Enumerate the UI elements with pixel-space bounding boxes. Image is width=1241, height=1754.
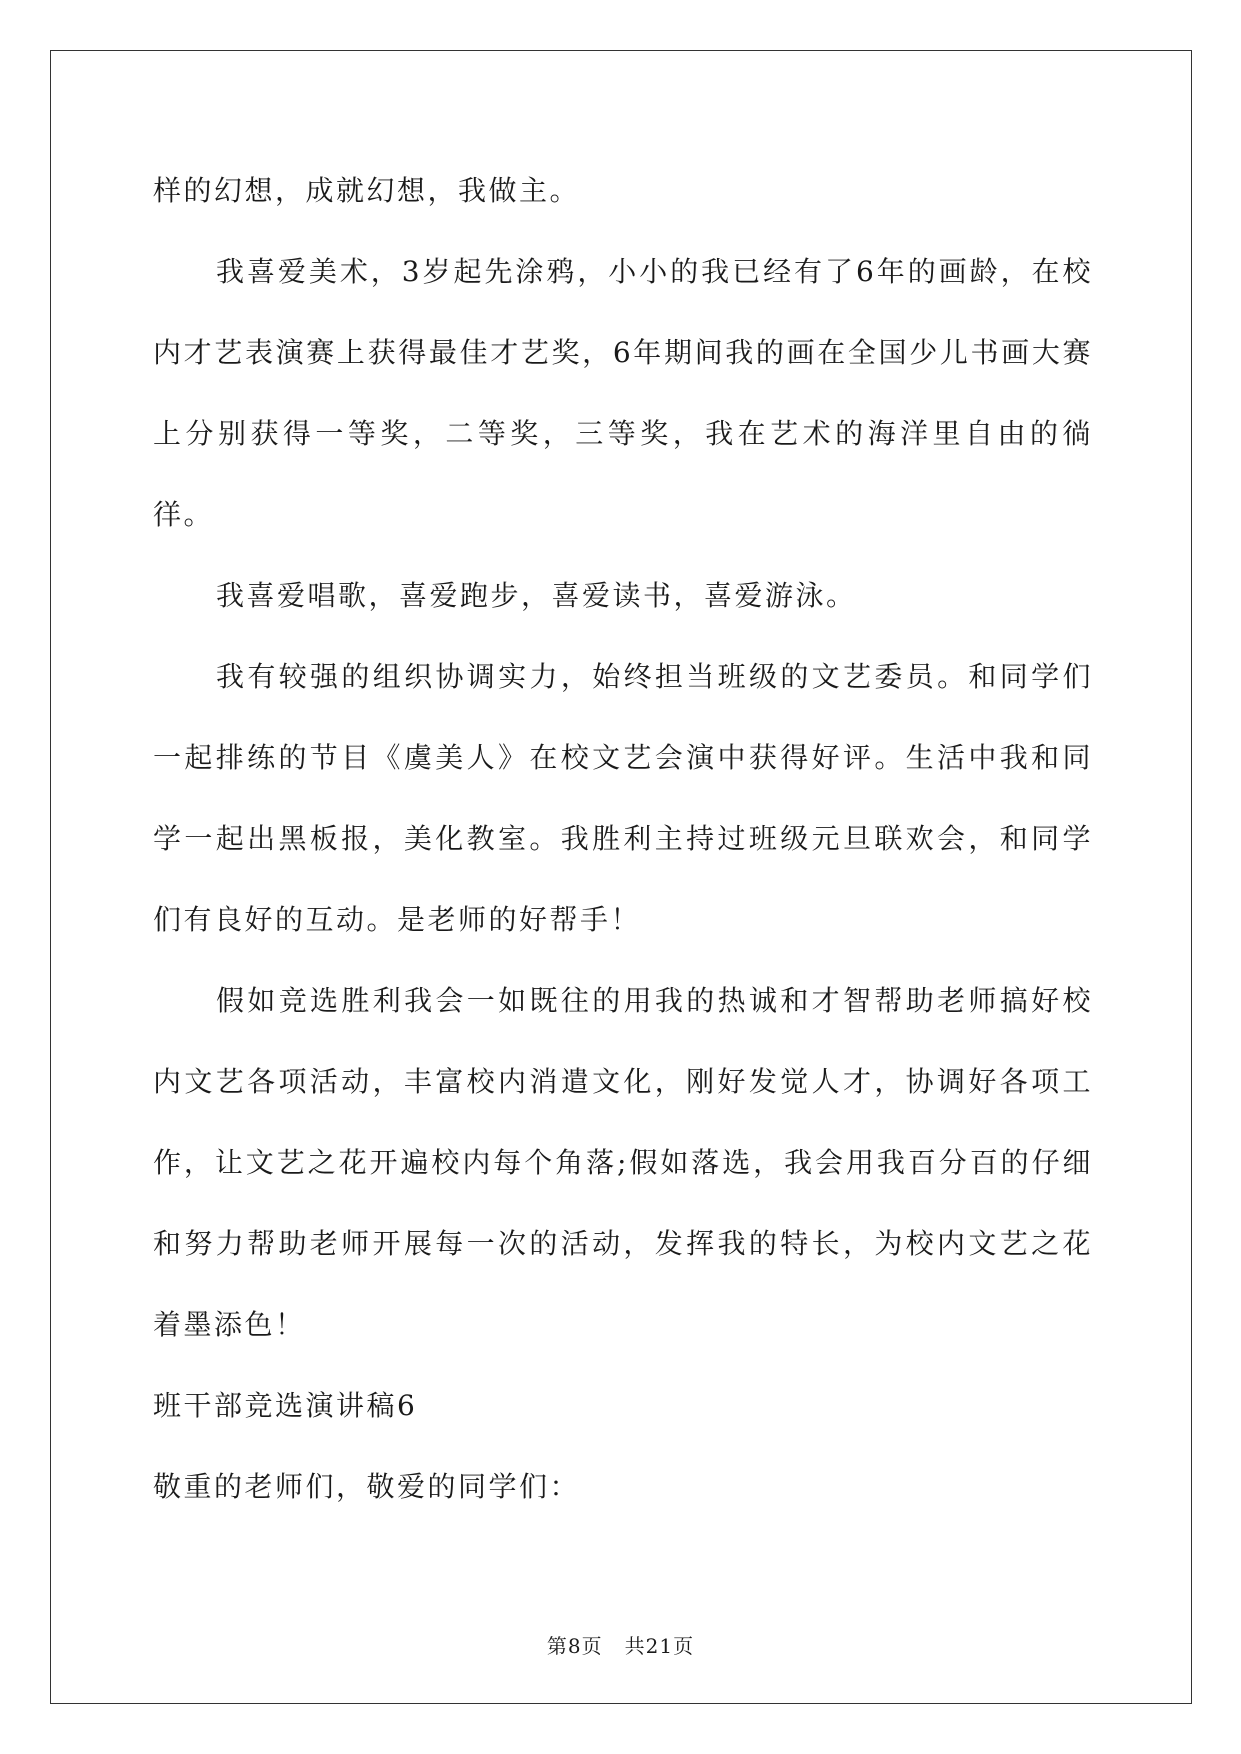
paragraph-hobbies: 我喜爱唱歌，喜爱跑步，喜爱读书，喜爱游泳。 xyxy=(216,579,857,612)
document-body xyxy=(153,150,1093,1527)
paragraph-promise: 假如竞选胜利我会一如既往的用我的热诚和才智帮助老师搞好校内文艺各项活动，丰富校内消遣文化，刚好发觉人才，协调好各项工作，让文艺之花开遍校内每个角落;假如落选，我会用我百分百的仔细和努力帮助老师开展每一次的活动，发挥我的特长，为校内文艺之花着墨添色！ xyxy=(153,984,1093,1341)
page-number-current: 第8页 xyxy=(546,1634,603,1658)
section-heading: 班干部竞选演讲稿6 xyxy=(153,1389,418,1422)
paragraph-continuation: 样的幻想，成就幻想，我做主。 xyxy=(153,174,581,207)
paragraph-organization: 我有较强的组织协调实力，始终担当班级的文艺委员。和同学们一起排练的节目《虞美人》在校文艺会演中获得好评。生活中我和同学一起出黑板报，美化教室。我胜利主持过班级元旦联欢会，和同学们有良好的互动。是老师的好帮手！ xyxy=(153,660,1093,936)
salutation: 敬重的老师们，敬爱的同学们： xyxy=(153,1470,581,1503)
page-footer xyxy=(0,1630,1241,1659)
page-number-total: 共21页 xyxy=(624,1634,695,1658)
paragraph-art: 我喜爱美术，3岁起先涂鸦，小小的我已经有了6年的画龄，在校内才艺表演赛上获得最佳才艺奖，6年期间我的画在全国少儿书画大赛上分别获得一等奖，二等奖，三等奖，我在艺术的海洋里自由的徜徉。 xyxy=(153,255,1093,531)
